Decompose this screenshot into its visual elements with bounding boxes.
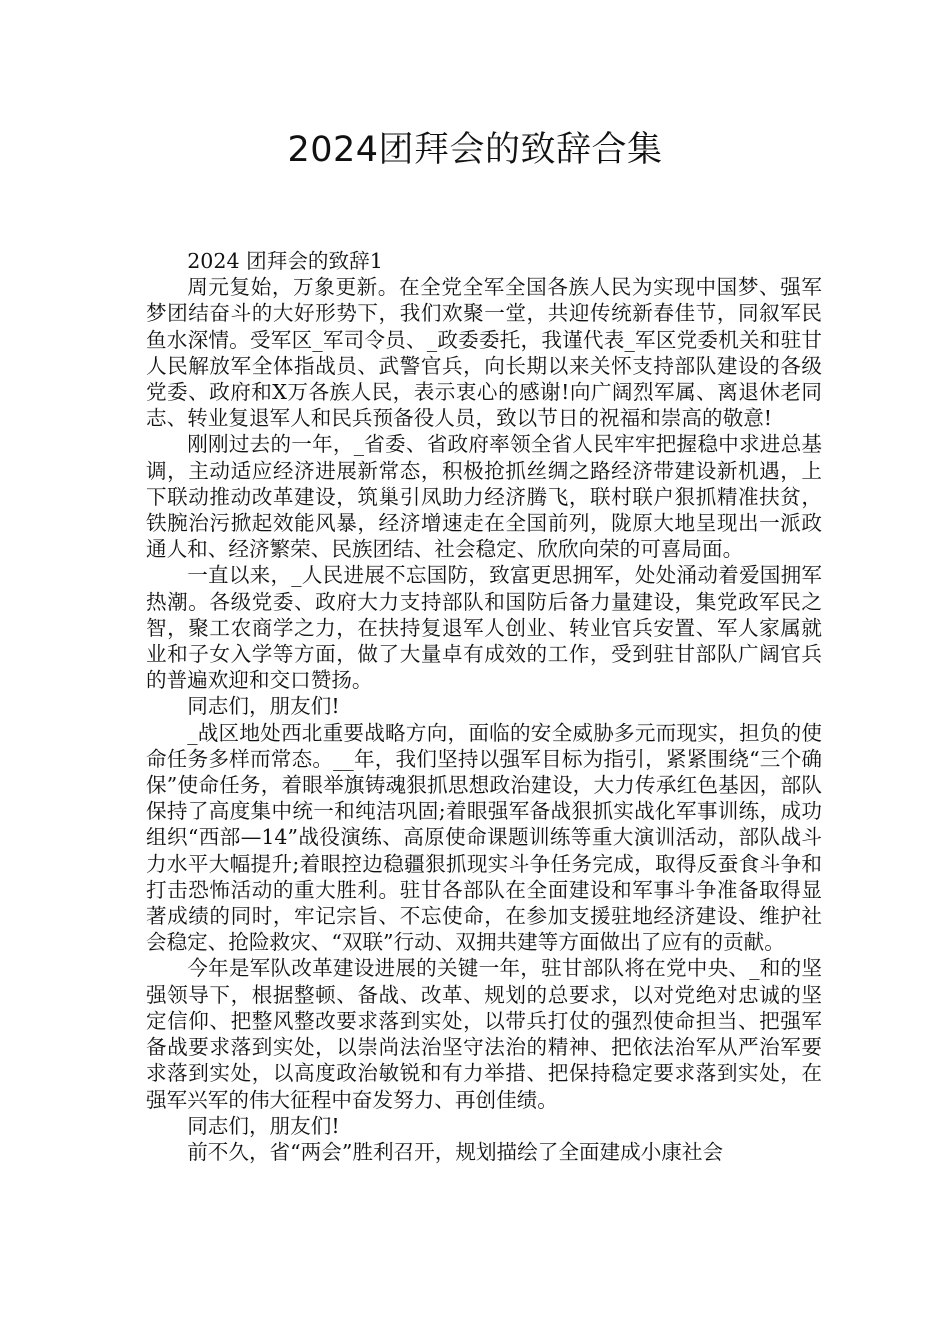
- paragraph: 前不久，省“两会”胜利召开，规划描绘了全面建成小康社会: [187, 1139, 724, 1164]
- paragraph: 一直以来，_人民进展不忘国防，致富更思拥军，处处涌动着爱国拥军热潮。各级党委、政府大力支持部队和国防后备力量建设，集党政军民之智，聚工农商学之力，在扶持复退军人创业、转业官兵安置、军人家属就业和子女入学等方面，做了大量卓有成效的工作，受到驻甘部队广阔官兵的普遍欢迎和交口赞扬。: [146, 563, 822, 693]
- paragraph: 今年是军队改革建设进展的关键一年，驻甘部队将在党中央、_和的坚强领导下，根据整顿、备战、改革、规划的总要求，以对党绝对忠诚的坚定信仰、把整风整改要求落到实处，以带兵打仗的强烈使命担当、把强军备战要求落到实处，以崇尚法治坚守法治的精神、把依法治军从严治军要求落到实处，以高度政治敏锐和有力举措、把保持稳定要求落到实处，在强军兴军的伟大征程中奋发努力、再创佳绩。: [146, 956, 822, 1112]
- paragraph: _战区地处西北重要战略方向，面临的安全威胁多元而现实，担负的使命任务多样而常态。__年，我们坚持以强军目标为指引，紧紧围绕“三个确保”使命任务，着眼举旗铸魂狠抓思想政治建设，大力传承红色基因，部队保持了高度集中统一和纯洁巩固;着眼强军备战狠抓实战化军事训练，成功组织“西部—14”战役演练、高原使命课题训练等重大演训活动，部队战斗力水平大幅提升;着眼控边稳疆狠抓现实斗争任务完成，取得反蚕食斗争和打击恐怖活动的重大胜利。驻甘各部队在全面建设和军事斗争准备取得显著成绩的同时，牢记宗旨、不忘使命，在参加支援驻地经济建设、维护社会稳定、抢险救灾、“双联”行动、双拥共建等方面做出了应有的贡献。: [146, 720, 822, 955]
- paragraph: 周元复始，万象更新。在全党全军全国各族人民为实现中国梦、强军梦团结奋斗的大好形势下，我们欢聚一堂，共迎传统新春佳节，同叙军民鱼水深情。受军区_军司令员、_政委委托，我谨代表_军区党委机关和驻甘人民解放军全体指战员、武警官兵，向长期以来关怀支持部队建设的各级党委、政府和X万各族人民，表示衷心的感谢!向广阔烈军属、离退休老同志、转业复退军人和民兵预备役人员，致以节日的祝福和崇高的敬意!: [146, 275, 822, 431]
- salutation: 同志们，朋友们!: [187, 694, 340, 719]
- paragraph: 刚刚过去的一年，_省委、省政府率领全省人民牢牢把握稳中求进总基调，主动适应经济进展新常态，积极抢抓丝绸之路经济带建设新机遇，上下联动推动改革建设，筑巢引凤助力经济腾飞，联村联户狠抓精准扶贫，铁腕治污掀起效能风暴，经济增速走在全国前列，陇原大地呈现出一派政通人和、经济繁荣、民族团结、社会稳定、欣欣向荣的可喜局面。: [146, 432, 822, 562]
- section-heading: 2024 团拜会的致辞1: [187, 249, 383, 273]
- salutation: 同志们，朋友们!: [187, 1113, 340, 1138]
- document-body: [146, 248, 822, 1165]
- document-title: 2024团拜会的致辞合集: [287, 130, 663, 170]
